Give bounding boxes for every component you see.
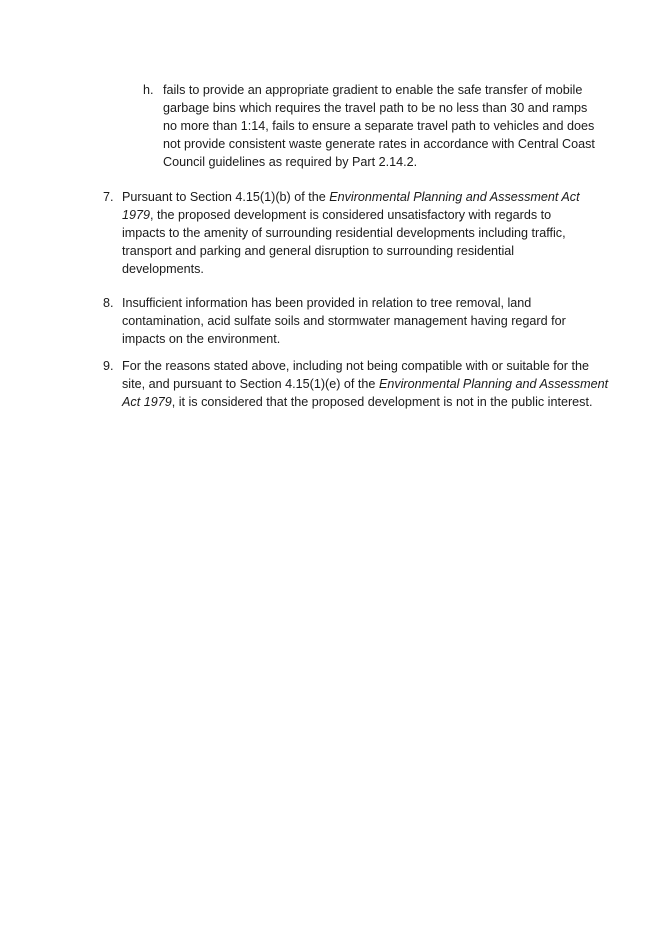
list-item-text — [122, 294, 566, 348]
text-line: Insufficient information has been provided in relation to tree removal, land — [122, 296, 532, 310]
act-title: Environmental Planning and Assessment — [378, 377, 609, 391]
list-item-text — [163, 81, 595, 171]
text-line: no more than 1:14, fails to ensure a separate travel path to vehicles and does — [163, 119, 595, 133]
list-marker: 7. — [103, 190, 114, 204]
text-line: developments. — [122, 262, 204, 276]
list-item-text — [122, 188, 580, 278]
text-run: , it is considered that the proposed development is not in the public interest. — [171, 395, 593, 409]
act-title: Environmental Planning and Assessment Act — [329, 190, 580, 204]
text-run: Pursuant to Section 4.15(1)(b) of the — [122, 190, 330, 204]
act-year: Act 1979 — [122, 395, 172, 409]
text-line: Council guidelines as required by Part 2.14.2. — [163, 155, 418, 169]
act-year: 1979 — [122, 208, 151, 222]
text-line: For the reasons stated above, including not being compatible with or suitable for the — [122, 359, 589, 373]
text-run: site, and pursuant to Section 4.15(1)(e) of the — [122, 377, 379, 391]
text-line: not provide consistent waste generate rates in accordance with Central Coast — [163, 137, 595, 151]
text-line: contamination, acid sulfate soils and stormwater management having regard for — [122, 314, 566, 328]
text-line: impacts to the amenity of surrounding residential developments including traffic, — [122, 226, 566, 240]
text-line: impacts on the environment. — [122, 332, 281, 346]
text-line: garbage bins which requires the travel path to be no less than 30 and ramps — [163, 101, 588, 115]
text-line: fails to provide an appropriate gradient to enable the safe transfer of mobile — [163, 83, 583, 97]
list-marker: 8. — [103, 296, 114, 310]
text-line — [122, 393, 608, 411]
list-item-text — [122, 357, 608, 411]
text-line — [122, 375, 608, 393]
text-line: transport and parking and general disruption to surrounding residential — [122, 244, 515, 258]
text-run: , the proposed development is considered unsatisfactory with regards to — [150, 208, 552, 222]
list-marker: h. — [143, 83, 154, 97]
list-marker: 9. — [103, 359, 114, 373]
text-line — [122, 206, 580, 224]
text-line — [122, 188, 580, 206]
